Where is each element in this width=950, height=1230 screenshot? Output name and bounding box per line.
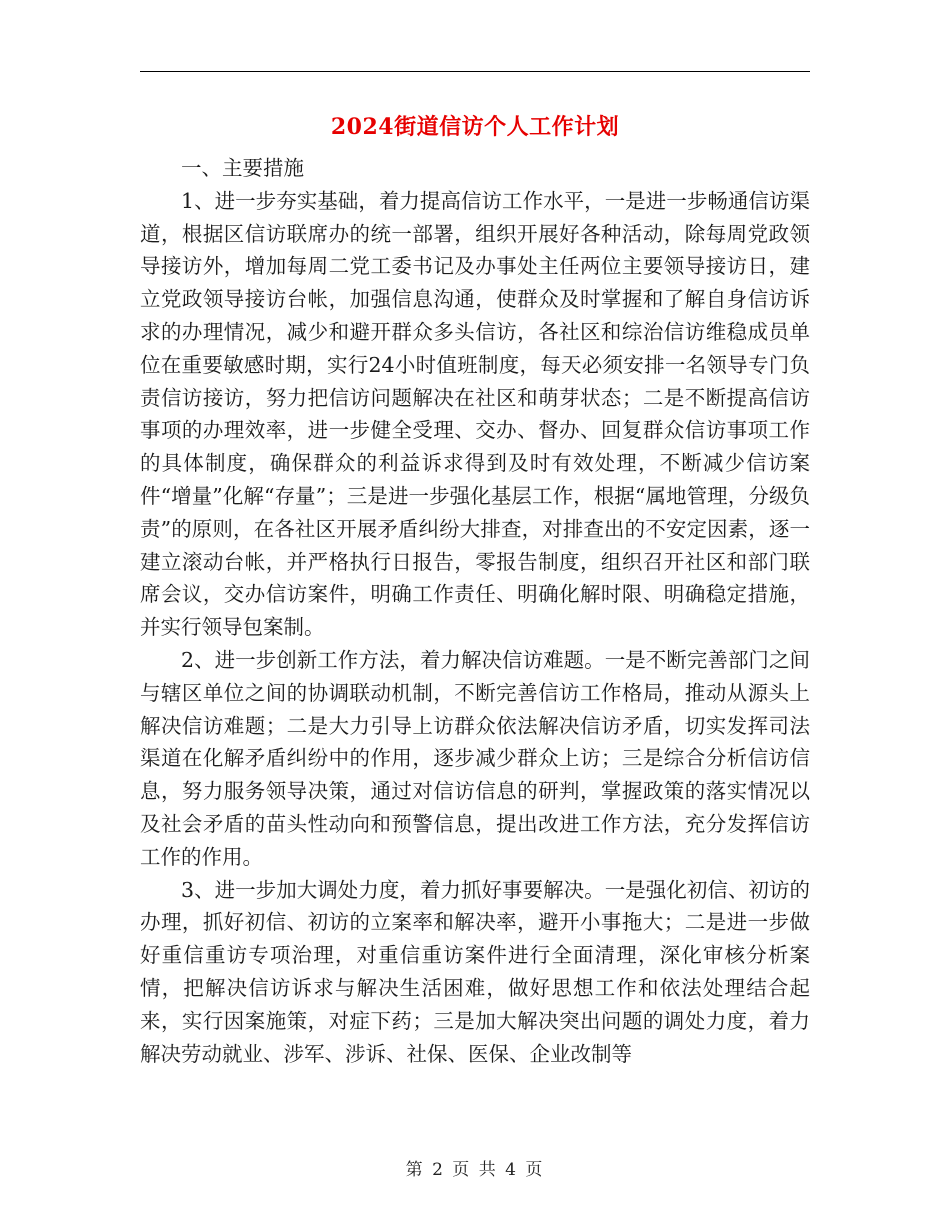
paragraph-2: 2、进一步创新工作方法，着力解决信访难题。一是不断完善部门之间与辖区单位之间的协调联动机制，不断完善信访工作格局，推动从源头上解决信访难题；二是大力引导上访群众依法解决信访矛盾，切实发挥司法渠道在化解矛盾纠纷中的作用，逐步减少群众上访；三是综合分析信访信息，努力服务领导决策，通过对信访信息的研判，掌握政策的落实情况以及社会矛盾的苗头性动向和预警信息，提出改进工作方法，充分发挥信访工作的作用。 [140, 647, 810, 869]
header-rule [140, 71, 810, 72]
document-title: 2024街道信访个人工作计划 [330, 114, 620, 140]
section-heading: 一、主要措施 [181, 156, 304, 180]
document-body [140, 152, 810, 1070]
paragraph-3: 3、进一步加大调处力度，着力抓好事要解决。一是强化初信、初访的办理，抓好初信、初访的立案率和解决率，避开小事拖大；二是进一步做好重信重访专项治理，对重信重访案件进行全面清理，深化审核分析案情，把解决信访诉求与解决生活困难，做好思想工作和依法处理结合起来，实行因案施策，对症下药；三是加大解决突出问题的调处力度，着力解决劳动就业、涉军、涉诉、社保、医保、企业改制等 [140, 877, 810, 1066]
page-footer: 第 2 页 共 4 页 [405, 1160, 545, 1180]
paragraph-1: 1、进一步夯实基础，着力提高信访工作水平，一是进一步畅通信访渠道，根据区信访联席办的统一部署，组织开展好各种活动，除每周党政领导接访外，增加每周二党工委书记及办事处主任两位主要领导接访日，建立党政领导接访台帐，加强信息沟通，使群众及时掌握和了解自身信访诉求的办理情况，减少和避开群众多头信访，各社区和综治信访维稳成员单位在重要敏感时期，实行24小时值班制度，每天必须安排一名领导专门负责信访接访，努力把信访问题解决在社区和萌芽状态；二是不断提高信访事项的办理效率，进一步健全受理、交办、督办、回复群众信访事项工作的具体制度，确保群众的利益诉求得到及时有效处理，不断减少信访案件“增量”化解“存量”；三是进一步强化基层工作，根据“属地管理，分级负责”的原则，在各社区开展矛盾纠纷大排查，对排查出的不安定因素，逐一建立滚动台帐，并严格执行日报告，零报告制度，组织召开社区和部门联席会议，交办信访案件，明确工作责任、明确化解时限、明确稳定措施，并实行领导包案制。 [140, 188, 810, 640]
